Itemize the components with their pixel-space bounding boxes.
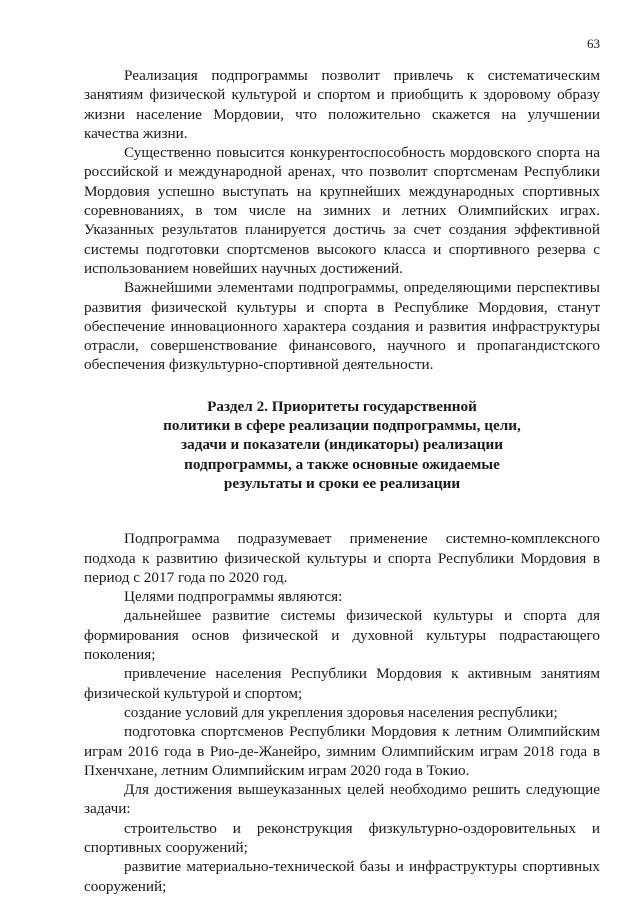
heading-line: задачи и показатели (индикаторы) реализации [181,436,503,454]
spacer [84,493,600,529]
paragraph: Целями подпрограммы являются: [124,588,343,606]
paragraph: Реализация подпрограммы позволит привлечь к систематическим занятиям физической культурой и спортом и приобщить к здоровому образу жизни население Мордовии, что положительно скажется на улучшении качества жизни. [84,67,600,142]
paragraph: Существенно повысится конкурентоспособность мордовского спорта на российской и международной аренах, что позволит спортсменам Республики Мордовия успешно выступать на крупнейших международных спортивных соревнованиях, в том числе на зимних и летних Олимпийских играх. Указанных результатов планируется достичь за счет создания эффективной системы подготовки спортсменов высокого класса и спортивного резерва с использованием новейших научных достижений. [84,144,600,277]
heading-line: результаты и сроки ее реализации [223,474,461,492]
document-body [84,66,600,896]
paragraph: строительство и реконструкция физкультурно-оздоровительных и спортивных сооружений; [84,819,600,856]
paragraph: Важнейшими элементами подпрограммы, определяющими перспективы развития физической культуры и спорта в Республике Мордовия, станут обеспечение инновационного характера создания и развития инфраструктуры отрасли, совершенствование финансового, научного и пропагандистского обеспечения физкультурно-спортивной деятельности. [84,279,600,374]
paragraph: привлечение населения Республики Мордовия к активным занятиям физической культурой и спортом; [84,665,600,702]
paragraph: создание условий для укрепления здоровья населения республики; [124,703,558,721]
paragraph: Для достижения вышеуказанных целей необходимо решить следующие задачи: [84,781,600,818]
section-heading [84,397,600,493]
heading-line: Раздел 2. Приоритеты государственной [207,397,477,415]
paragraph: Подпрограмма подразумевает применение системно-комплексного подхода к развитию физической культуры и спорта Республики Мордовия в период с 2017 года по 2020 год. [84,530,600,586]
paragraph: дальнейшее развитие системы физической культуры и спорта для формирования основ физической и духовной культуры подрастающего поколения; [84,607,600,664]
paragraph: подготовка спортсменов Республики Мордовия к летним Олимпийским играм 2016 года в Рио-де-Жанейро, зимним Олимпийским играм 2018 года в Пхенчхане, летним Олимпийским играм 2020 года в Токио. [84,723,600,779]
paragraph: развитие материально-технической базы и инфраструктуры спортивных сооружений; [84,858,600,895]
heading-line: подпрограммы, а также основные ожидаемые [184,455,500,473]
heading-line: политики в сфере реализации подпрограммы, цели, [163,417,521,435]
page-number: 63 [587,36,600,51]
